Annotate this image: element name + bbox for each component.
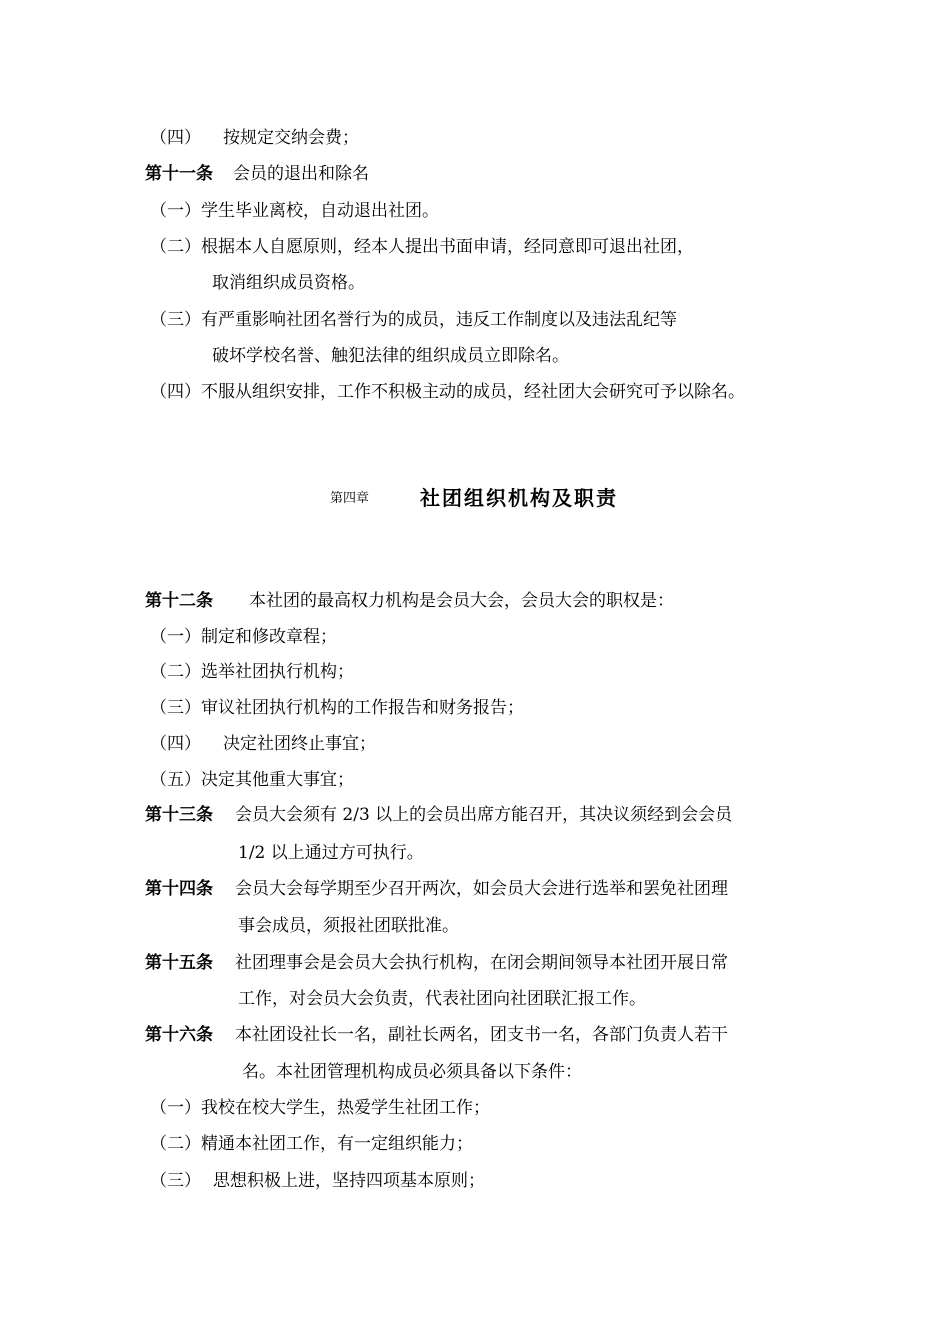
article-text: 会员大会须有 2/3 以上的会员出席方能召开，其决议须经到会会员 [235,805,733,825]
list-item: （一）我校在校大学生，热爱学生社团工作； [150,1098,490,1118]
item-label: （三） [150,1171,201,1191]
list-item: （二）选举社团执行机构； [150,662,354,682]
article-heading: 第十四条 [145,879,213,899]
article-heading: 第十二条 [145,591,213,611]
article-12 [145,590,674,612]
list-item: （五）决定其他重大事宜； [150,770,354,790]
article-16 [145,1024,728,1046]
article-11 [145,163,369,185]
chapter-title: 社团组织机构及职责 [420,486,618,510]
list-item: （一）学生毕业离校，自动退出社团。 [150,201,439,221]
list-item: （二）根据本人自愿原则，经本人提出书面申请，经同意即可退出社团， [150,237,694,257]
list-item [150,1170,485,1192]
item-4-membership-fee [150,127,359,149]
item-text: 思想积极上进，坚持四项基本原则； [213,1171,485,1191]
list-item-continuation: 破坏学校名誉、触犯法律的组织成员立即除名。 [212,346,569,366]
article-continuation: 1/2 以上通过方可执行。 [238,843,424,863]
article-heading: 第十三条 [145,805,213,825]
list-item [150,733,376,755]
chapter-number: 第四章 [330,491,370,506]
article-continuation: 事会成员，须报社团联批准。 [238,916,459,936]
article-text: 社团理事会是会员大会执行机构，在闭会期间领导本社团开展日常 [235,953,728,973]
article-continuation: 名。本社团管理机构成员必须具备以下条件： [242,1062,582,1082]
list-item: （三）审议社团执行机构的工作报告和财务报告； [150,698,524,718]
item-label: （四） [150,128,201,148]
article-text: 会员的退出和除名 [233,164,369,184]
article-13 [145,804,732,826]
article-14 [145,878,728,900]
article-heading: 第十一条 [145,164,213,184]
item-text: 按规定交纳会费； [223,128,359,148]
article-15 [145,952,728,974]
list-item: （一）制定和修改章程； [150,627,337,647]
article-heading: 第十五条 [145,953,213,973]
list-item: （二）精通本社团工作，有一定组织能力； [150,1134,473,1154]
item-text: 决定社团终止事宜； [223,734,376,754]
item-label: （四） [150,734,201,754]
article-heading: 第十六条 [145,1025,213,1045]
list-item: （三）有严重影响社团名誉行为的成员，违反工作制度以及违法乱纪等 [150,310,677,330]
article-text: 会员大会每学期至少召开两次，如会员大会进行选举和罢免社团理 [235,879,728,899]
article-text: 本社团设社长一名，副社长两名，团支书一名，各部门负责人若干 [235,1025,728,1045]
list-item-continuation: 取消组织成员资格。 [212,273,365,293]
list-item: （四）不服从组织安排，工作不积极主动的成员，经社团大会研究可予以除名。 [150,382,745,402]
article-continuation: 工作，对会员大会负责，代表社团向社团联汇报工作。 [238,989,646,1009]
article-text: 本社团的最高权力机构是会员大会，会员大会的职权是： [249,591,674,611]
